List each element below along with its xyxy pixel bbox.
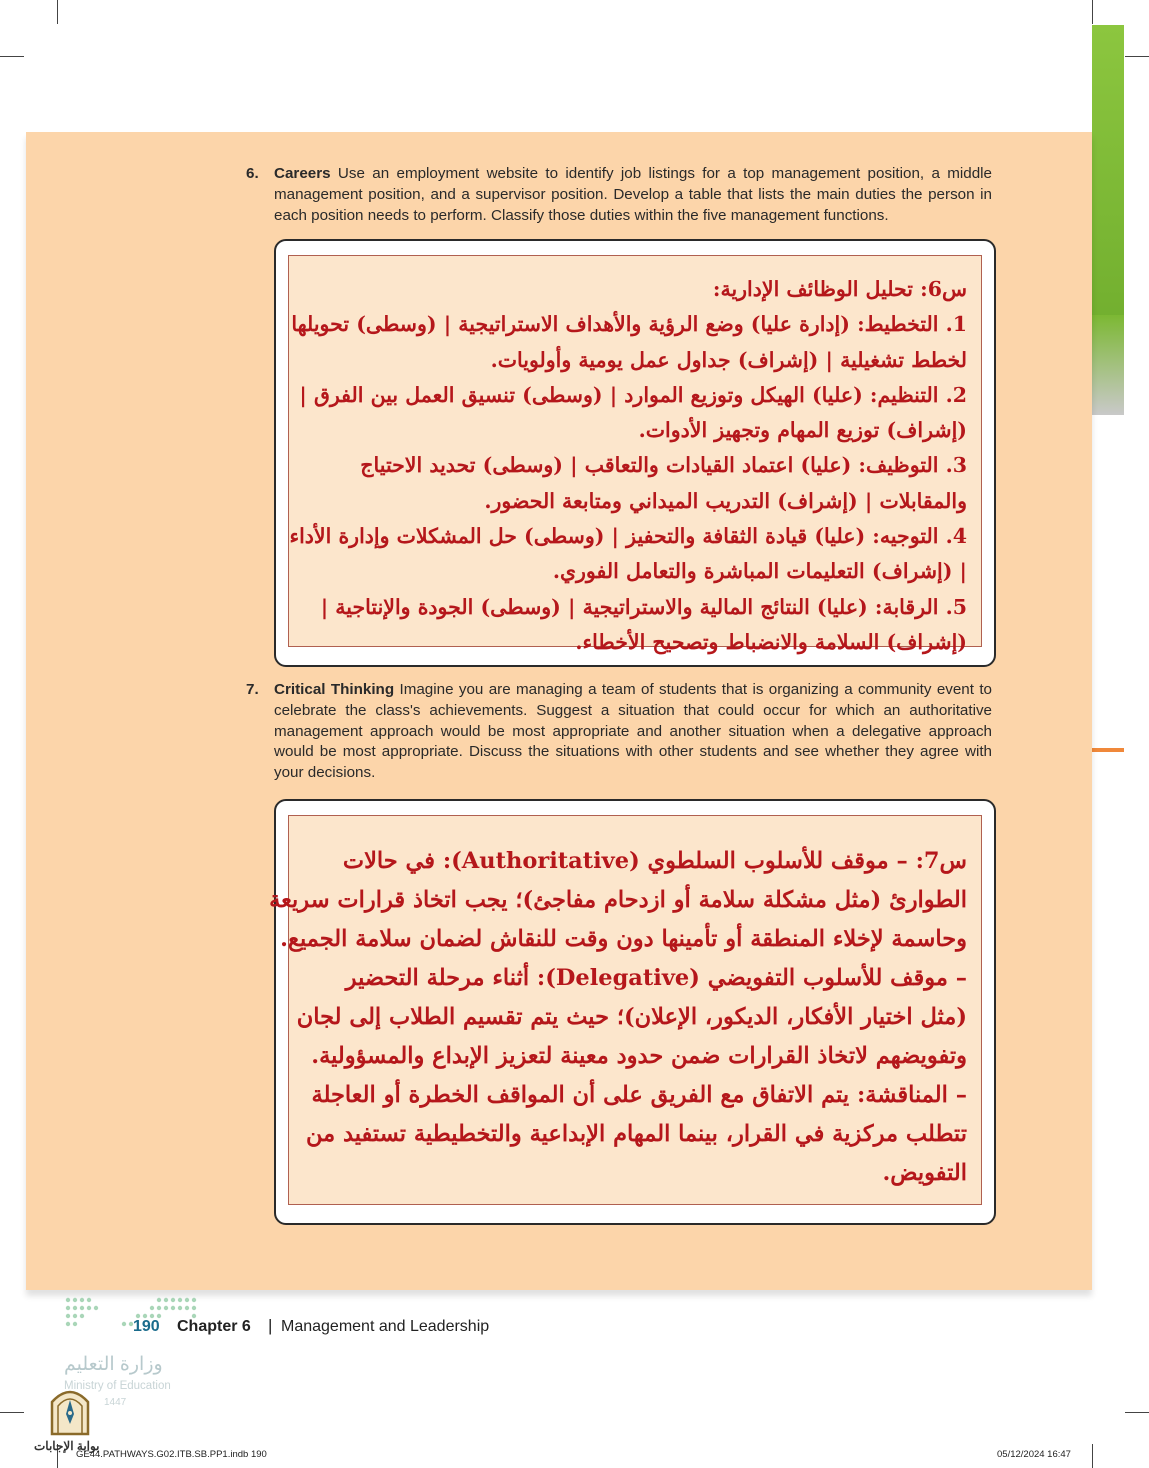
print-slug-file: GE44.PATHWAYS.G02.ITB.SB.PP1.indb 190 — [76, 1449, 267, 1460]
answer-line: وحاسمة لإخلاء المنطقة أو تأمينها دون وقت للنقاش لضمان سلامة الجميع. — [280, 926, 967, 952]
answer-line: التفويض. — [882, 1160, 967, 1186]
answer-line: 5. الرقابة: (عليا) النتائج المالية والاستراتيجية | (وسطى) الجودة والإنتاجية | — [320, 594, 967, 619]
site-name: بوابة الإجابات — [34, 1439, 100, 1453]
answer-box-6 — [274, 239, 996, 667]
answer-line: لخطط تشغيلية | (إشراف) جداول عمل يومية وأولويات. — [490, 347, 967, 372]
question-number: 7. — [246, 681, 259, 698]
answer-line: 4. التوجيه: (عليا) قيادة الثقافة والتحفيز | (وسطى) حل المشكلات وإدارة الأداء — [289, 524, 967, 549]
question-text: Use an employment website to identify job listings for a top management position, a middle management position, and a supervisor position. Develop a table that lists the main duties the person in each position needs to perform. Classify those duties within the five management functions. — [274, 165, 992, 224]
answer-line: – موقف للأسلوب التفويضي (Delegative): أثناء مرحلة التحضير — [345, 965, 967, 991]
page-footer — [0, 1296, 1149, 1468]
question-text: Imagine you are managing a team of students that is organizing a community event to celebrate the class's achievements. Suggest a situation that could occur for which an authoritative management approach would be most appropriate and another situation when a delegative approach would be most appropriate. Discuss the situations with other students and see whether they agree with your decisions. — [274, 681, 992, 782]
answer-line: والمقابلات | (إشراف) التدريب الميداني ومتابعة الحضور. — [484, 488, 967, 513]
answer-line: 1. التخطيط: (إدارة عليا) وضع الرؤية والأهداف الاستراتيجية | (وسطى) تحويلها — [291, 312, 967, 337]
answer-line: تتطلب مركزية في القرار، بينما المهام الإبداعية والتخطيطية تستفيد من — [305, 1121, 967, 1147]
question-7 — [246, 680, 992, 784]
crop-mark — [1092, 0, 1093, 24]
answer-line: (إشراف) توزيع المهام وتجهيز الأدوات. — [638, 418, 967, 443]
answers-portal-logo-icon — [46, 1384, 94, 1436]
ministry-year: 1447 — [104, 1397, 127, 1408]
answer-line: وتفويضهم لاتخاذ القرارات ضمن حدود معينة لتعزيز الإبداع والمسؤولية. — [311, 1043, 967, 1069]
question-heading: Critical Thinking — [274, 681, 395, 698]
page-number: 190 — [133, 1318, 160, 1335]
chapter-title: Management and Leadership — [281, 1318, 490, 1335]
ministry-name-arabic: وزارة التعليم — [64, 1354, 163, 1375]
section-marker — [1092, 748, 1124, 752]
answer-line: الطوارئ (مثل مشكلة سلامة أو ازدحام مفاجئ)؛ يجب اتخاذ قرارات سريعة — [269, 887, 967, 913]
answer-text-7 — [269, 842, 967, 1193]
answer-line: س6: تحليل الوظائف الإدارية: — [712, 277, 967, 301]
chapter-label: Chapter 6 — [177, 1318, 251, 1335]
question-heading: Careers — [274, 165, 331, 182]
print-slug-date: 05/12/2024 16:47 — [997, 1449, 1071, 1460]
crop-mark — [0, 56, 24, 57]
answer-line: – المناقشة: يتم الاتفاق مع الفريق على أن المواقف الخطرة أو العاجلة — [311, 1082, 967, 1108]
answer-area — [269, 815, 982, 1205]
question-6 — [246, 164, 992, 226]
answer-box-7 — [269, 799, 996, 1225]
crop-mark — [57, 0, 58, 24]
answer-line: 2. التنظيم: (عليا) الهيكل وتوزيع الموارد | (وسطى) تنسيق العمل بين الفرق | — [299, 382, 967, 407]
answer-area — [288, 255, 982, 654]
answer-line: س7: – موقف للأسلوب السلطوي (Authoritative): في حالات — [342, 848, 967, 874]
ministry-name-english: Ministry of Education — [64, 1380, 171, 1392]
answer-line: (مثل اختيار الأفكار، الديكور، الإعلان)؛ حيث يتم تقسيم الطلاب إلى لجان — [296, 1004, 967, 1030]
crop-mark — [1125, 56, 1149, 57]
question-number: 6. — [246, 165, 259, 182]
footer-separator: | — [268, 1316, 273, 1335]
answer-line: | (إشراف) التعليمات المباشرة والتعامل الفوري. — [552, 559, 967, 584]
chapter-color-tab — [1092, 25, 1124, 415]
answer-line: (إشراف) السلامة والانضباط وتصحيح الأخطاء. — [575, 629, 967, 654]
answer-line: 3. التوظيف: (عليا) اعتماد القيادات والتعاقب | (وسطى) تحديد الاحتياج — [360, 453, 967, 478]
answer-text-6 — [289, 272, 967, 660]
